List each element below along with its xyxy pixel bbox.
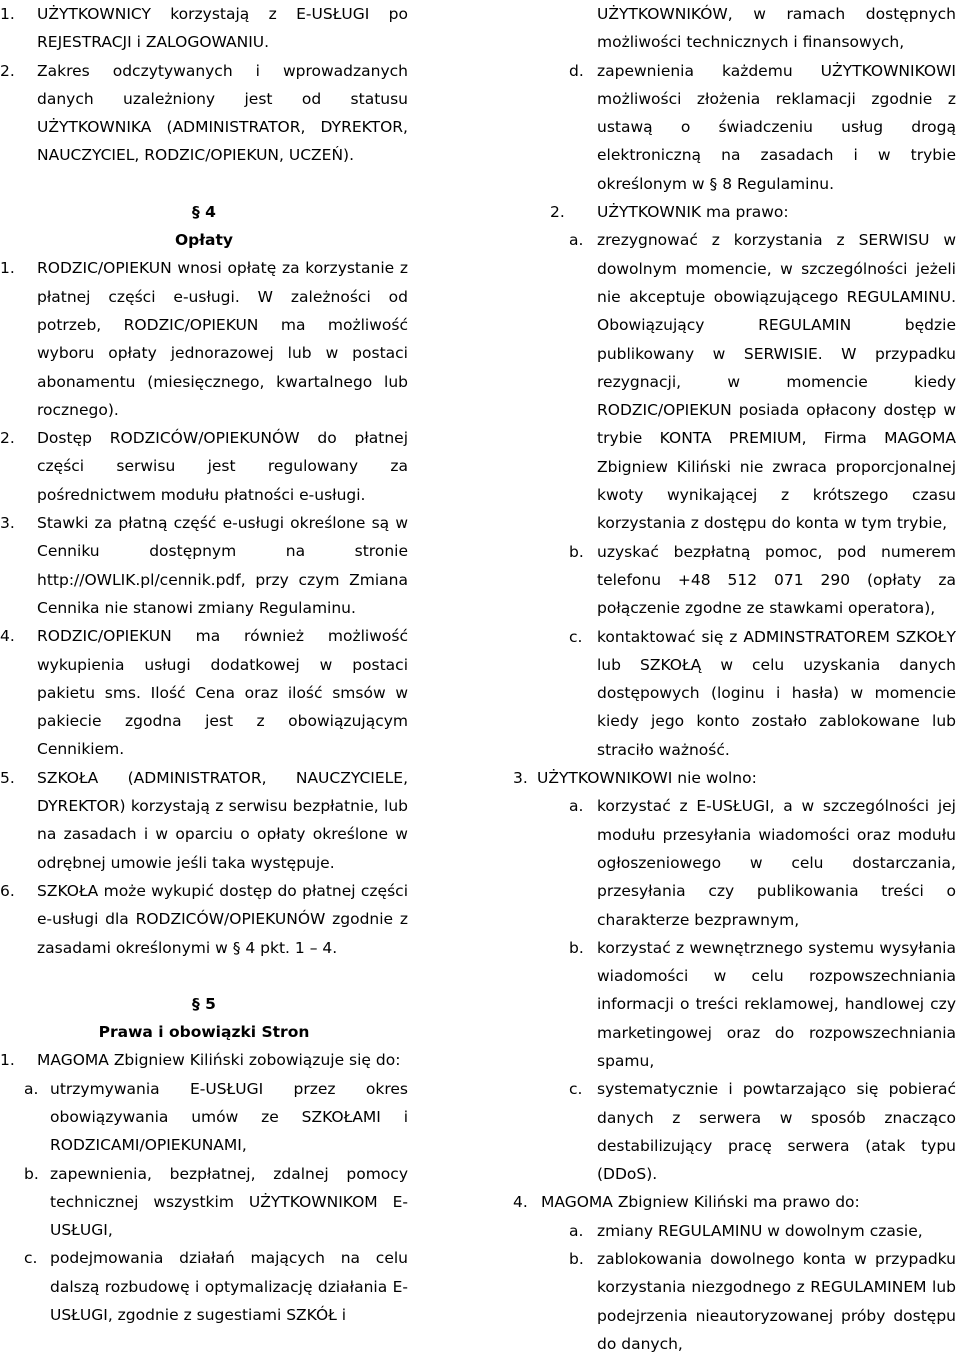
item-text: RODZIC/OPIEKUN wnosi opłatę za korzystanie z płatnej części e-usługi. W zależności od potrzeb, RODZIC/OPIEKUN ma możliwość wyboru opłaty jednorazowej lub w postaci abonamentu (miesięcznego, kwartalnego lub rocznego).: [37, 259, 408, 419]
item-number: 1.: [0, 1051, 15, 1070]
item-letter: b.: [569, 938, 584, 957]
list-item: [513, 1188, 956, 1216]
item-number: 5.: [0, 768, 15, 787]
left-column: [0, 0, 408, 1329]
item-text: utrzymywania E-USŁUGI przez okres obowiązywania umów ze SZKOŁAMI i RODZICAMI/OPIEKUNAMI,: [50, 1079, 408, 1155]
item-number: 2.: [0, 429, 15, 448]
section-number: § 5: [192, 994, 216, 1013]
list-item: [513, 623, 956, 764]
list-item: [0, 0, 408, 57]
item-text: zablokowania dowolnego konta w przypadku korzystania niezgodnego z REGULAMINEM lub podejrzenia nieautoryzowanej próby dostępu do danych,: [597, 1250, 956, 1353]
item-text: kontaktować się z ADMINSTRATOREM SZKOŁY lub SZKOŁĄ w celu uzyskania danych dostępowych (loginu i hasła) w momencie kiedy jego konto zostało zablokowane lub straciło ważność.: [597, 627, 956, 759]
item-number: 3.: [513, 769, 528, 788]
item-text: MAGOMA Zbigniew Kiliński ma prawo do:: [541, 1193, 860, 1212]
list-item: [0, 764, 408, 877]
item-letter: d.: [569, 61, 584, 80]
item-text: zapewnienia, bezpłatnej, zdalnej pomocy technicznej wszystkim UŻYTKOWNIKOM E-USŁUGI,: [50, 1164, 408, 1240]
list-item: [0, 622, 408, 763]
item-text: podejmowania działań mających na celu dalszą rozbudowę i optymalizację działania E-USŁUGI, zgodnie z sugestiami SZKÓŁ i: [50, 1249, 408, 1325]
item-letter: c.: [569, 627, 583, 646]
item-letter: b.: [24, 1164, 39, 1183]
list-item: [0, 1075, 408, 1160]
item-letter: c.: [24, 1249, 38, 1268]
list-item: [0, 424, 408, 509]
item-number: 3.: [0, 514, 15, 533]
item-number: 4.: [0, 627, 15, 646]
list-item: [513, 792, 956, 933]
item-text: korzystać z E-USŁUGI, a w szczególności jej modułu przesyłania wiadomości oraz modułu ogłoszeniowego w celu dostarczania, przesyłania czy publikowania treści o charakterze bezprawnym,: [597, 797, 956, 929]
item-text: Dostęp RODZICÓW/OPIEKUNÓW do płatnej części serwisu jest regulowany za pośrednictwem modułu płatności e-usługi.: [37, 429, 408, 504]
list-item: [0, 1046, 408, 1074]
item-text: UŻYTKOWNIK ma prawo:: [597, 203, 789, 222]
list-item: [0, 57, 408, 170]
list-item: [0, 1160, 408, 1245]
item-text: zapewnienia każdemu UŻYTKOWNIKOWI możliwości złożenia reklamacji zgodnie z ustawą o świadczeniu usług drogą elektroniczną na zasadach i w trybie określonym w § 8 Regulaminu.: [597, 61, 956, 193]
item-letter: a.: [569, 797, 584, 816]
list-item: [513, 934, 956, 1075]
item-text: Stawki za płatną część e-usługi określone są w Cenniku dostępnym na stronie http://OWLIK.pl/cennik.pdf, przy czym Zmiana Cennika nie stanowi zmiany Regulaminu.: [37, 514, 408, 617]
item-number: 1.: [0, 259, 15, 278]
list-item: [513, 1075, 956, 1188]
item-letter: b.: [569, 542, 584, 561]
list-item: [0, 1244, 408, 1329]
item-letter: a.: [569, 1221, 584, 1240]
item-text: systematycznie i powtarzająco się pobierać danych z serwera w sposób znacząco destabilizujący pracę serwera (atak typu (DDoS).: [597, 1080, 956, 1184]
list-item: [513, 538, 956, 623]
item-letter: c.: [569, 1080, 583, 1099]
list-item: [0, 509, 408, 622]
list-item: [0, 877, 408, 962]
item-text: UŻYTKOWNIKOWI nie wolno:: [537, 769, 757, 788]
item-text: Zakres odczytywanych i wprowadzanych danych uzależniony jest od statusu UŻYTKOWNIKA (ADMINISTRATOR, DYREKTOR, NAUCZYCIEL, RODZIC/OPIEKUN, UCZEŃ).: [37, 61, 408, 165]
list-item: [513, 226, 956, 537]
list-item: [513, 1217, 956, 1245]
item-text: RODZIC/OPIEKUN ma również możliwość wykupienia usługi dodatkowej w postaci pakietu sms. Ilość Cena oraz ilość smsów w pakiecie zgodna jest z obowiązującym Cennikiem.: [37, 627, 408, 759]
item-text: MAGOMA Zbigniew Kiliński zobowiązuje się do:: [37, 1051, 401, 1070]
item-letter: a.: [24, 1079, 39, 1098]
item-text: uzyskać bezpłatną pomoc, pod numerem telefonu +48 512 071 290 (opłaty za połączenie zgodne ze stawkami operatora),: [597, 542, 956, 618]
right-column: [513, 0, 956, 1358]
list-item: [513, 198, 956, 226]
item-number: 6.: [0, 881, 15, 900]
item-number: 1.: [0, 5, 15, 23]
list-item: [513, 1245, 956, 1358]
continuation-text: UŻYTKOWNIKÓW, w ramach dostępnych możliwości technicznych i finansowych,: [597, 5, 956, 52]
item-text: zmiany REGULAMINU w dowolnym czasie,: [597, 1221, 923, 1240]
section-title: Prawa i obowiązki Stron: [98, 1023, 310, 1042]
item-number: 2.: [550, 203, 565, 222]
list-item: [0, 254, 408, 424]
list-item: [513, 764, 956, 792]
item-text: zrezygnować z korzystania z SERWISU w dowolnym momencie, w szczególności jeżeli nie akceptuje obowiązującego REGULAMINU. Obowiązujący REGULAMIN będzie publikowany w SERWISIE. W przypadku rezygnacji, w momencie kiedy RODZIC/OPIEKUN posiada opłacony dostęp w trybie KONTA PREMIUM, Firma MAGOMA Zbigniew Kiliński nie zwraca proporcjonalnej kwoty wynikającej z krótszego czasu korzystania z dostępu do konta w tym trybie,: [597, 231, 956, 533]
item-number: 2.: [0, 61, 15, 80]
item-number: 4.: [513, 1193, 528, 1212]
section-title: Opłaty: [175, 231, 233, 250]
item-text: korzystać z wewnętrznego systemu wysyłania wiadomości w celu rozpowszechniania informacji o treści reklamowej, handlowej czy marketingowej oraz do rozpowszechniania spamu,: [597, 938, 956, 1070]
item-letter: b.: [569, 1250, 584, 1269]
item-text: SZKOŁA (ADMINISTRATOR, NAUCZYCIELE, DYREKTOR) korzystają z serwisu bezpłatnie, lub na zasadach i w oparciu o opłaty określone w odrębnej umowie jeśli taka występuje.: [37, 768, 408, 872]
item-text: UŻYTKOWNICY korzystają z E-USŁUGI po REJESTRACJI i ZALOGOWANIU.: [37, 5, 408, 52]
item-text: SZKOŁA może wykupić dostęp do płatnej części e-usługi dla RODZICÓW/OPIEKUNÓW zgodnie z zasadami określonymi w § 4 pkt. 1 – 4.: [37, 881, 408, 957]
section-number: § 4: [192, 202, 216, 221]
list-item: [513, 57, 956, 198]
item-letter: a.: [569, 231, 584, 250]
